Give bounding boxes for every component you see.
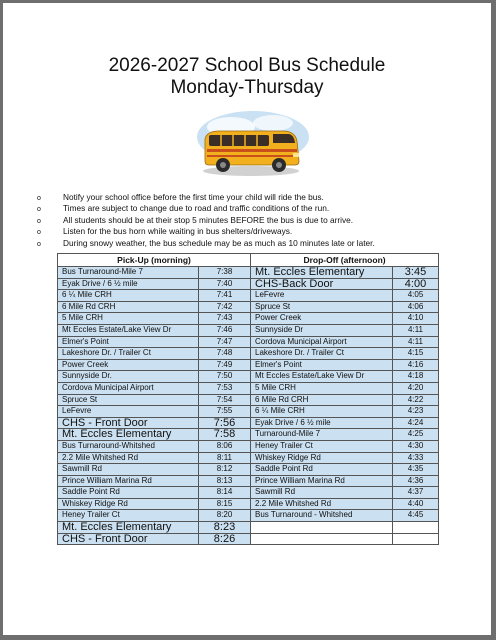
dropoff-time: 4:16 xyxy=(393,359,439,371)
pickup-time: 7:40 xyxy=(199,278,251,290)
dropoff-stop: 6 Mile Rd CRH xyxy=(251,394,393,406)
dropoff-stop xyxy=(251,522,393,534)
table-row xyxy=(58,440,439,452)
table-row xyxy=(58,498,439,510)
table-row xyxy=(58,382,439,394)
table-row xyxy=(58,348,439,360)
pickup-time: 8:12 xyxy=(199,464,251,476)
dropoff-time: 4:10 xyxy=(393,313,439,325)
dropoff-time: 4:24 xyxy=(393,417,439,429)
pickup-stop: 6 Mile Rd CRH xyxy=(58,301,199,313)
bullet-icon: o xyxy=(37,240,41,248)
table-row xyxy=(58,324,439,336)
pickup-stop: Prince William Marina Rd xyxy=(58,475,199,487)
dropoff-stop: Sawmill Rd xyxy=(251,487,393,499)
dropoff-stop: Elmer's Point xyxy=(251,359,393,371)
pickup-stop: Power Creek xyxy=(58,359,199,371)
dropoff-stop: Heney Trailer Ct xyxy=(251,440,393,452)
table-row xyxy=(58,301,439,313)
table-row xyxy=(58,475,439,487)
pickup-stop: Mt. Eccles Elementary xyxy=(58,522,199,534)
dropoff-stop xyxy=(251,533,393,545)
dropoff-time: 4:33 xyxy=(393,452,439,464)
bullet-icon: o xyxy=(37,206,41,214)
pickup-time: 8:13 xyxy=(199,475,251,487)
pickup-stop: Saddle Point Rd xyxy=(58,487,199,499)
pickup-stop: Elmer's Point xyxy=(58,336,199,348)
notes-list xyxy=(37,192,375,249)
note-item xyxy=(37,203,375,214)
dropoff-time xyxy=(393,522,439,534)
pickup-stop: 2.2 Mile Whitshed Rd xyxy=(58,452,199,464)
dropoff-stop: Whiskey Ridge Rd xyxy=(251,452,393,464)
pickup-header: Pick-Up (morning) xyxy=(58,254,251,267)
dropoff-time: 4:06 xyxy=(393,301,439,313)
dropoff-stop: 6 ¼ Mile CRH xyxy=(251,406,393,418)
pickup-stop: Mt. Eccles Elementary xyxy=(58,429,199,441)
dropoff-stop: LeFevre xyxy=(251,290,393,302)
pickup-stop: CHS - Front Door xyxy=(58,533,199,545)
table-row xyxy=(58,510,439,522)
dropoff-stop: Prince William Marina Rd xyxy=(251,475,393,487)
dropoff-stop: Power Creek xyxy=(251,313,393,325)
note-text: All students should be at their stop 5 minutes BEFORE the bus is due to arrive. xyxy=(63,214,354,225)
dropoff-time: 4:20 xyxy=(393,382,439,394)
dropoff-stop: Saddle Point Rd xyxy=(251,464,393,476)
pickup-time: 7:50 xyxy=(199,371,251,383)
dropoff-time: 4:11 xyxy=(393,336,439,348)
note-item xyxy=(37,192,375,203)
note-text: Listen for the bus horn while waiting in bus shelters/driveways. xyxy=(63,226,293,237)
dropoff-time: 4:40 xyxy=(393,498,439,510)
pickup-stop: LeFevre xyxy=(58,406,199,418)
pickup-time: 7:54 xyxy=(199,394,251,406)
dropoff-time: 4:18 xyxy=(393,371,439,383)
table-row xyxy=(58,406,439,418)
pickup-time: 7:46 xyxy=(199,324,251,336)
pickup-stop: Cordova Municipal Airport xyxy=(58,382,199,394)
pickup-time: 7:42 xyxy=(199,301,251,313)
dropoff-time: 4:30 xyxy=(393,440,439,452)
dropoff-stop: Lakeshore Dr. / Trailer Ct xyxy=(251,348,393,360)
table-row xyxy=(58,359,439,371)
pickup-time: 7:48 xyxy=(199,348,251,360)
dropoff-time: 4:22 xyxy=(393,394,439,406)
dropoff-stop: Mt Eccles Estate/Lake View Dr xyxy=(251,371,393,383)
table-row xyxy=(58,487,439,499)
table-row xyxy=(58,290,439,302)
dropoff-stop: Spruce St xyxy=(251,301,393,313)
pickup-stop: Spruce St xyxy=(58,394,199,406)
pickup-stop: 6 ¼ Mile CRH xyxy=(58,290,199,302)
bullet-icon: o xyxy=(37,195,41,202)
pickup-time: 7:58 xyxy=(199,429,251,441)
dropoff-header: Drop-Off (afternoon) xyxy=(251,254,439,267)
dropoff-time: 4:23 xyxy=(393,406,439,418)
pickup-stop: CHS - Front Door xyxy=(58,417,199,429)
pickup-stop: Eyak Drive / 6 ½ mile xyxy=(58,278,199,290)
pickup-stop: Bus Turnaround-Mile 7 xyxy=(58,267,199,279)
pickup-stop: Lakeshore Dr. / Trailer Ct xyxy=(58,348,199,360)
pickup-time: 7:43 xyxy=(199,313,251,325)
pickup-time: 7:41 xyxy=(199,290,251,302)
pickup-time: 8:11 xyxy=(199,452,251,464)
dropoff-stop: Sunnyside Dr xyxy=(251,324,393,336)
table-row xyxy=(58,267,439,279)
table-row xyxy=(58,452,439,464)
bus-schedule-table xyxy=(57,253,439,545)
pickup-time: 7:49 xyxy=(199,359,251,371)
dropoff-stop: Mt. Eccles Elementary xyxy=(251,267,393,279)
dropoff-time: 4:00 xyxy=(393,278,439,290)
pickup-stop: Mt Eccles Estate/Lake View Dr xyxy=(58,324,199,336)
dropoff-stop: Bus Turnaround - Whitshed xyxy=(251,510,393,522)
pickup-time: 7:47 xyxy=(199,336,251,348)
table-row xyxy=(58,417,439,429)
pickup-stop: Heney Trailer Ct xyxy=(58,510,199,522)
pickup-stop: 5 Mile CRH xyxy=(58,313,199,325)
dropoff-time: 4:37 xyxy=(393,487,439,499)
note-text: Times are subject to change due to road and traffic conditions of the run. xyxy=(63,203,330,214)
dropoff-time: 4:35 xyxy=(393,464,439,476)
note-item xyxy=(37,215,375,226)
table-row xyxy=(58,464,439,476)
pickup-time: 8:26 xyxy=(199,533,251,545)
note-item xyxy=(37,226,375,237)
pickup-time: 8:23 xyxy=(199,522,251,534)
dropoff-time: 4:45 xyxy=(393,510,439,522)
school-bus-image xyxy=(191,109,311,181)
bullet-icon: o xyxy=(37,229,41,237)
dropoff-time: 4:05 xyxy=(393,290,439,302)
table-row xyxy=(58,394,439,406)
pickup-time: 7:38 xyxy=(199,267,251,279)
pickup-time: 7:55 xyxy=(199,406,251,418)
table-row xyxy=(58,313,439,325)
dropoff-stop: 2.2 Mile Whitshed Rd xyxy=(251,498,393,510)
table-row xyxy=(58,336,439,348)
pickup-stop: Sunnyside Dr. xyxy=(58,371,199,383)
table-row xyxy=(58,429,439,441)
pickup-stop: Whiskey Ridge Rd xyxy=(58,498,199,510)
pickup-time: 7:56 xyxy=(199,417,251,429)
pickup-stop: Sawmill Rd xyxy=(58,464,199,476)
dropoff-stop: Eyak Drive / 6 ½ mile xyxy=(251,417,393,429)
bullet-icon: o xyxy=(37,217,41,225)
pickup-time: 8:20 xyxy=(199,510,251,522)
schedule-body xyxy=(58,267,439,545)
pickup-stop: Bus Turnaround-Whitshed xyxy=(58,440,199,452)
table-row xyxy=(58,278,439,290)
table-row xyxy=(58,522,439,534)
pickup-time: 8:14 xyxy=(199,487,251,499)
table-header-row xyxy=(58,254,439,267)
note-text: Notify your school office before the first time your child will ride the bus. xyxy=(63,192,324,202)
pickup-time: 8:15 xyxy=(199,498,251,510)
page-subtitle: Monday-Thursday xyxy=(170,77,324,98)
dropoff-time: 4:36 xyxy=(393,475,439,487)
dropoff-time: 4:11 xyxy=(393,324,439,336)
note-text: During snowy weather, the bus schedule may be as much as 10 minutes late or later. xyxy=(63,237,375,248)
dropoff-stop: Cordova Municipal Airport xyxy=(251,336,393,348)
dropoff-time: 4:25 xyxy=(393,429,439,441)
table-row xyxy=(58,371,439,383)
page-title: 2026-2027 School Bus Schedule xyxy=(108,55,386,76)
pickup-time: 7:53 xyxy=(199,382,251,394)
table-row xyxy=(58,533,439,545)
note-item xyxy=(37,238,375,249)
dropoff-stop: 5 Mile CRH xyxy=(251,382,393,394)
pickup-time: 8:06 xyxy=(199,440,251,452)
dropoff-stop: CHS-Back Door xyxy=(251,278,393,290)
dropoff-time: 3:45 xyxy=(393,267,439,279)
dropoff-stop: Turnaround-Mile 7 xyxy=(251,429,393,441)
document-page xyxy=(3,3,491,635)
dropoff-time xyxy=(393,533,439,545)
dropoff-time: 4:15 xyxy=(393,348,439,360)
